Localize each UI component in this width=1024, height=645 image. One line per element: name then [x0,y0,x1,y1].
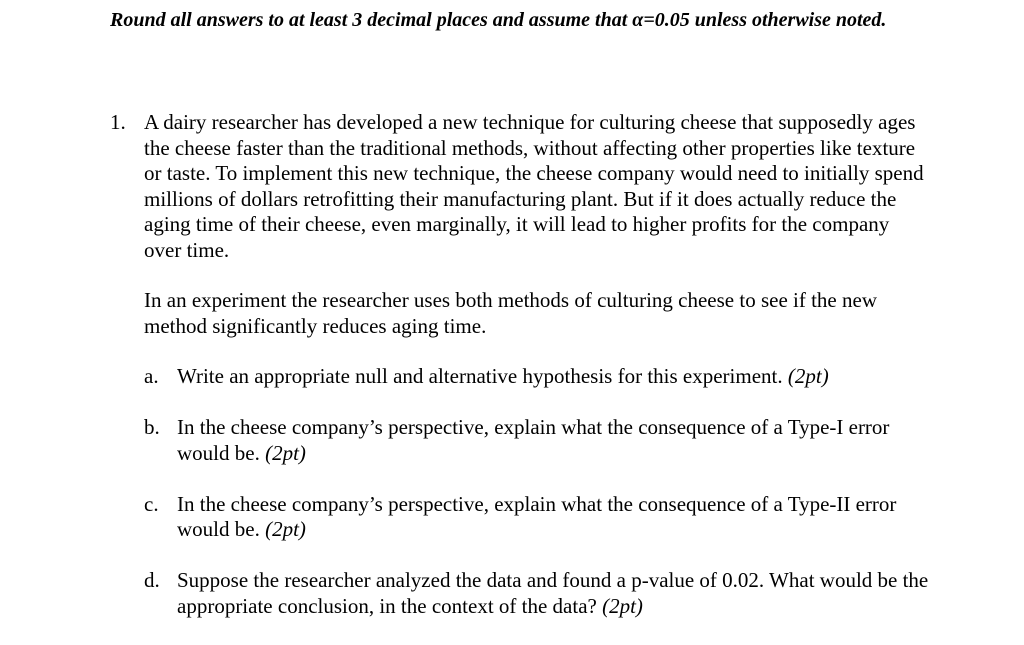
subquestion-d [144,568,930,619]
subquestion-c [144,492,930,543]
subquestion-prompt: Suppose the researcher analyzed the data and found a p-value of 0.02. What would be the appropriate conclusion, in the context of the data? [177,568,929,618]
subquestion-text [177,364,930,390]
points-label: (2pt) [265,517,306,541]
question-number: 1. [110,110,126,134]
subquestion-prompt: Write an appropriate null and alternative hypothesis for this experiment. [177,364,783,388]
points-label: (2pt) [787,364,829,388]
subquestion-letter: d. [144,568,160,592]
subquestion-prompt: In the cheese company’s perspective, explain what the consequence of a Type-I error would be. [177,415,890,465]
subquestion-text [177,415,930,466]
question-body [144,110,930,619]
subquestion-prompt: In the cheese company’s perspective, explain what the consequence of a Type-II error would be. [177,491,897,541]
instructions-note: Round all answers to at least 3 decimal places and assume that α=0.05 unless otherwise noted. [110,9,887,31]
subquestion-text [177,568,930,619]
points-label: (2pt) [265,440,306,465]
subquestion-a [144,364,930,390]
question-experiment-paragraph: In an experiment the researcher uses both methods of culturing cheese to see if the new method significantly reduces aging time. [144,288,877,338]
question-1 [110,110,930,645]
subquestion-b [144,415,930,466]
subquestion-text [177,492,930,543]
subquestion-letter: c. [144,491,159,516]
subquestion-letter: b. [144,415,160,439]
points-label: (2pt) [602,593,643,618]
question-scenario-paragraph: A dairy researcher has developed a new technique for culturing cheese that supposedly ages the cheese faster than the traditional methods, without affecting other properties like texture or taste. To implement this new technique, the cheese company would need to initially spend millions of dollars retrofitting their manufacturing plant. But if it does actually reduce the aging time of their cheese, even marginally, it will lead to higher profits for the company over time. [144,110,924,262]
subquestion-letter: a. [144,364,159,388]
